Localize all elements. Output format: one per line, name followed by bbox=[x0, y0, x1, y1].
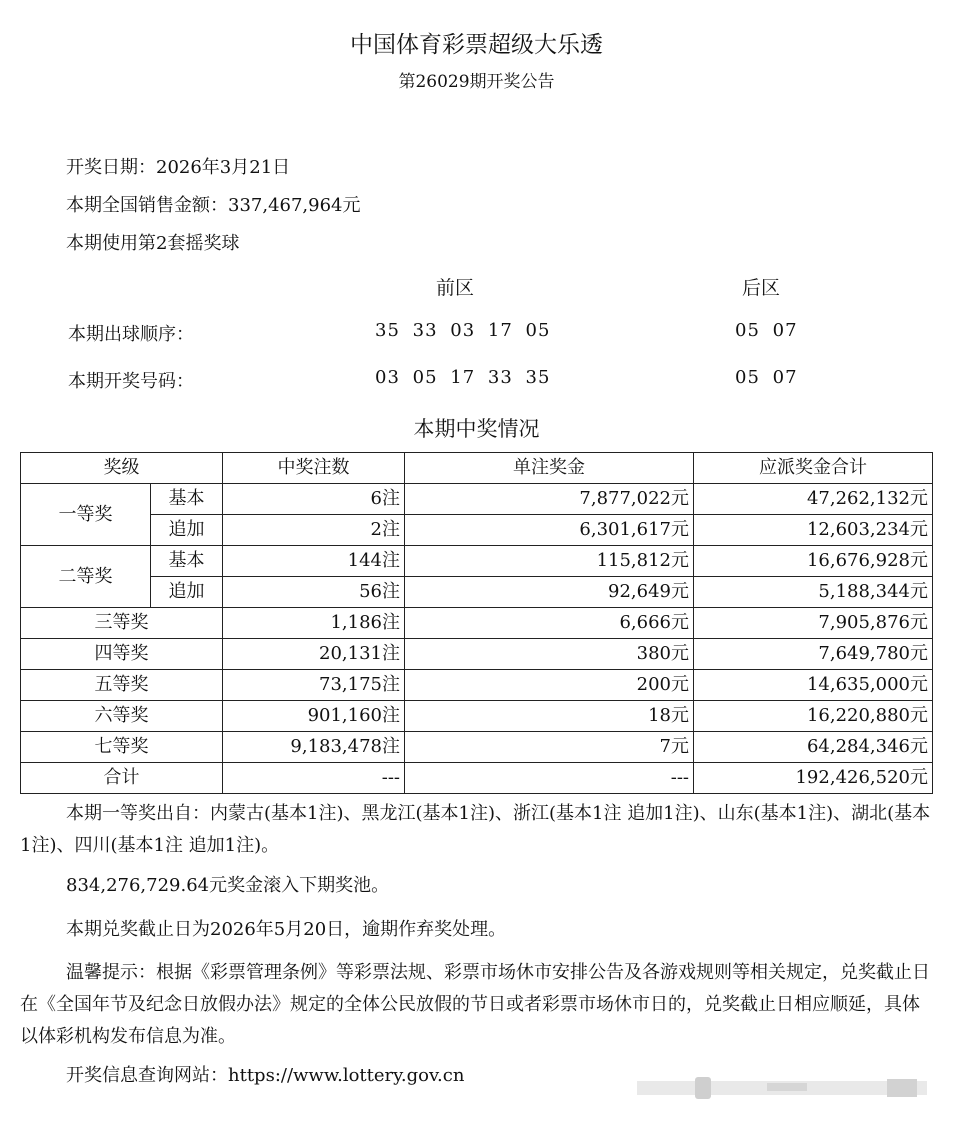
table-row bbox=[21, 732, 933, 763]
table-row bbox=[21, 608, 933, 639]
first-prize-origin: 本期一等奖出自：内蒙古(基本1注)、黑龙江(基本1注)、浙江(基本1注 追加1注)、山东(基本1注)、湖北(基本1注)、四川(基本1注 追加1注)。 bbox=[20, 803, 931, 856]
level-cell: 五等奖 bbox=[21, 670, 223, 701]
prize-cell: 7,877,022元 bbox=[405, 484, 694, 515]
prize-cell: 115,812元 bbox=[405, 546, 694, 577]
prize-cell: 6,666元 bbox=[405, 608, 694, 639]
count-cell: 9,183,478注 bbox=[223, 732, 405, 763]
table-total-row bbox=[21, 763, 933, 794]
header-level: 奖级 bbox=[21, 453, 223, 484]
level-cell: 六等奖 bbox=[21, 701, 223, 732]
prize-section-title: 本期中奖情况 bbox=[413, 417, 540, 441]
prize-cell: --- bbox=[405, 763, 694, 794]
total-cell: 16,676,928元 bbox=[694, 546, 933, 577]
total-cell: 7,649,780元 bbox=[694, 639, 933, 670]
draw-date: 开奖日期：2026年3月21日 bbox=[66, 157, 291, 178]
winning-numbers-back: 05 07 bbox=[735, 367, 798, 388]
watermark-overlay bbox=[637, 1075, 927, 1101]
count-cell: 56注 bbox=[223, 577, 405, 608]
sub-level-cell: 追加 bbox=[151, 515, 223, 546]
header-prize: 单注奖金 bbox=[405, 453, 694, 484]
table-row bbox=[21, 484, 933, 515]
level-cell: 一等奖 bbox=[21, 484, 151, 546]
level-cell: 二等奖 bbox=[21, 546, 151, 608]
draw-order-front: 35 33 03 17 05 bbox=[375, 320, 551, 341]
winning-numbers-label: 本期开奖号码： bbox=[68, 371, 194, 392]
level-cell: 四等奖 bbox=[21, 639, 223, 670]
table-row bbox=[21, 639, 933, 670]
winning-numbers-front: 03 05 17 33 35 bbox=[375, 367, 551, 388]
table-row bbox=[21, 515, 933, 546]
table-row bbox=[21, 577, 933, 608]
reminder-note: 温馨提示：根据《彩票管理条例》等彩票法规、彩票市场休市安排公告及各游戏规则等相关规定，兑奖截止日在《全国年节及纪念日放假办法》规定的全体公民放假的节日或者彩票市场休市日的，兑奖截止日相应顺延，具体以体彩机构发布信息为准。 bbox=[20, 962, 930, 1047]
table-row bbox=[21, 670, 933, 701]
header-count: 中奖注数 bbox=[223, 453, 405, 484]
ball-set-info: 本期使用第2套摇奖球 bbox=[66, 233, 240, 254]
total-cell: 47,262,132元 bbox=[694, 484, 933, 515]
table-row bbox=[21, 701, 933, 732]
table-row bbox=[21, 546, 933, 577]
count-cell: 144注 bbox=[223, 546, 405, 577]
header-total: 应派奖金合计 bbox=[694, 453, 933, 484]
total-cell: 64,284,346元 bbox=[694, 732, 933, 763]
issue-subtitle: 第26029期开奖公告 bbox=[398, 72, 555, 92]
count-cell: 901,160注 bbox=[223, 701, 405, 732]
total-cell: 14,635,000元 bbox=[694, 670, 933, 701]
deadline-note: 本期兑奖截止日为2026年5月20日，逾期作弃奖处理。 bbox=[66, 919, 507, 940]
count-cell: --- bbox=[223, 763, 405, 794]
count-cell: 73,175注 bbox=[223, 670, 405, 701]
draw-order-label: 本期出球顺序： bbox=[68, 324, 194, 345]
sub-level-cell: 基本 bbox=[151, 546, 223, 577]
sub-level-cell: 追加 bbox=[151, 577, 223, 608]
front-zone-label: 前区 bbox=[436, 277, 475, 299]
level-cell: 七等奖 bbox=[21, 732, 223, 763]
prize-cell: 6,301,617元 bbox=[405, 515, 694, 546]
count-cell: 20,131注 bbox=[223, 639, 405, 670]
prize-cell: 92,649元 bbox=[405, 577, 694, 608]
back-zone-label: 后区 bbox=[742, 277, 781, 299]
sales-amount: 本期全国销售金额：337,467,964元 bbox=[66, 195, 361, 216]
page-title: 中国体育彩票超级大乐透 bbox=[350, 32, 603, 58]
count-cell: 2注 bbox=[223, 515, 405, 546]
prize-cell: 380元 bbox=[405, 639, 694, 670]
table-header-row bbox=[21, 453, 933, 484]
prize-cell: 7元 bbox=[405, 732, 694, 763]
count-cell: 1,186注 bbox=[223, 608, 405, 639]
total-cell: 16,220,880元 bbox=[694, 701, 933, 732]
level-cell: 合计 bbox=[21, 763, 223, 794]
total-cell: 7,905,876元 bbox=[694, 608, 933, 639]
draw-order-back: 05 07 bbox=[735, 320, 798, 341]
prize-cell: 18元 bbox=[405, 701, 694, 732]
rollover-note: 834,276,729.64元奖金滚入下期奖池。 bbox=[66, 875, 390, 896]
prize-cell: 200元 bbox=[405, 670, 694, 701]
total-cell: 12,603,234元 bbox=[694, 515, 933, 546]
count-cell: 6注 bbox=[223, 484, 405, 515]
total-cell: 5,188,344元 bbox=[694, 577, 933, 608]
prize-table bbox=[20, 452, 933, 794]
level-cell: 三等奖 bbox=[21, 608, 223, 639]
website-note: 开奖信息查询网站：https://www.lottery.gov.cn bbox=[66, 1065, 465, 1086]
sub-level-cell: 基本 bbox=[151, 484, 223, 515]
total-cell: 192,426,520元 bbox=[694, 763, 933, 794]
